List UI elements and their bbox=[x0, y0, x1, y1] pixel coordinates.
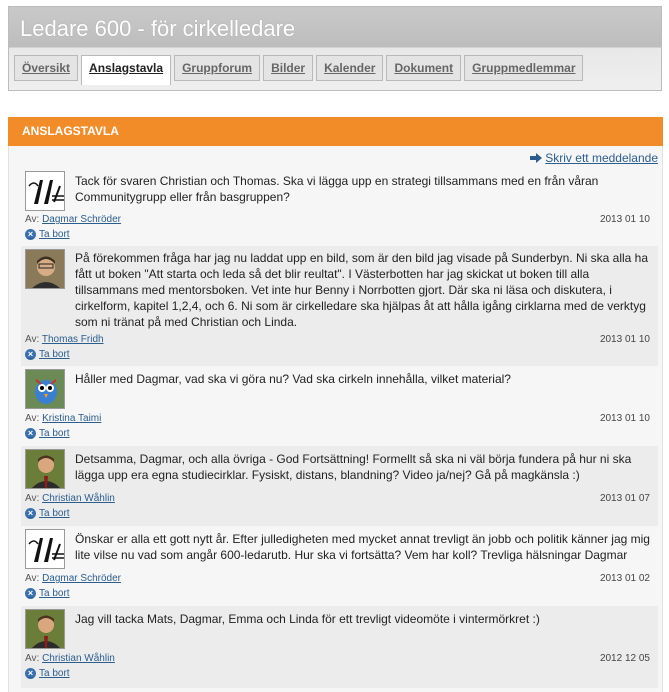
page-title: Ledare 600 - för cirkelledare bbox=[20, 16, 296, 41]
delete-label: Ta bort bbox=[39, 349, 70, 360]
author-line bbox=[25, 573, 121, 584]
by-prefix: Av: bbox=[25, 493, 40, 504]
photo-avatar bbox=[25, 609, 65, 649]
post-date: 2013 01 10 bbox=[599, 214, 650, 225]
tab-gruppforum[interactable]: Gruppforum bbox=[174, 55, 260, 81]
tab-gruppmedlemmar[interactable]: Gruppmedlemmar bbox=[464, 55, 583, 81]
tab-bilder[interactable]: Bilder bbox=[263, 55, 313, 81]
delete-label: Ta bort bbox=[39, 229, 70, 240]
write-message-link[interactable] bbox=[530, 151, 658, 165]
post-date: 2013 01 10 bbox=[599, 413, 650, 424]
delete-link[interactable] bbox=[25, 229, 70, 240]
delete-link[interactable] bbox=[25, 508, 70, 519]
message-post bbox=[21, 168, 658, 250]
message-board bbox=[8, 146, 663, 692]
author-line bbox=[25, 214, 121, 225]
delete-icon: × bbox=[25, 588, 36, 599]
author-line bbox=[25, 413, 101, 424]
message-text bbox=[75, 250, 655, 330]
message-text: Detsamma, Dagmar, och alla övriga - God Fortsättning! Formellt så ska ni väl börja fundera på hur ni ska lägga upp era egna studiecirklar. Fysiskt, distans, blandning? Video ja/nej? Gå på magkänsla :) bbox=[75, 452, 632, 482]
delete-link[interactable] bbox=[25, 588, 70, 599]
post-date: 2013 01 02 bbox=[599, 573, 650, 584]
by-prefix: Av: bbox=[25, 214, 40, 225]
bird-avatar bbox=[25, 369, 65, 409]
by-prefix: Av: bbox=[25, 653, 40, 664]
delete-icon: × bbox=[25, 428, 36, 439]
delete-link[interactable] bbox=[25, 349, 70, 360]
photo-avatar bbox=[25, 449, 65, 489]
tab-bar bbox=[14, 55, 583, 81]
author-link[interactable]: Dagmar Schröder bbox=[42, 214, 121, 225]
delete-label: Ta bort bbox=[39, 428, 70, 439]
post-date: 2013 01 07 bbox=[599, 493, 650, 504]
delete-link[interactable] bbox=[25, 668, 70, 679]
delete-icon: × bbox=[25, 349, 36, 360]
message-text: Håller med Dagmar, vad ska vi göra nu? Vad ska cirkeln innehålla, vilket material? bbox=[75, 372, 511, 386]
arrow-right-icon bbox=[530, 153, 542, 163]
author-link[interactable]: Dagmar Schröder bbox=[42, 573, 121, 584]
by-prefix: Av: bbox=[25, 573, 40, 584]
logo-avatar bbox=[25, 529, 65, 569]
delete-icon: × bbox=[25, 229, 36, 240]
tab-anslagstavla[interactable]: Anslagstavla bbox=[81, 55, 171, 85]
app-header bbox=[8, 6, 662, 91]
tab-kalender[interactable]: Kalender bbox=[316, 55, 383, 81]
delete-label: Ta bort bbox=[39, 588, 70, 599]
tab-dokument[interactable]: Dokument bbox=[386, 55, 461, 81]
logo-avatar bbox=[25, 171, 65, 211]
message-post bbox=[21, 246, 658, 366]
author-link[interactable]: Kristina Taimi bbox=[42, 413, 102, 424]
message-text-content: På förekommen fråga har jag nu laddat upp en bild, som är den bild jag visade på Sunderbyn. Ni ska alla ha fått ut boken "Att starta och leda så det blir reultat". I Västerbotten har jag skickat ut boken till alla tillsammans med mentorsboken. Vet inte hur Benny i Norrbotten gjort. Där ska ni läsa och diskutera, i cirkelform, kapitel 1,2,4, och 6. Ni som är cirkelledare ska hjälpas åt att hålla igång cirklarna med de verktyg som ni tränat på med Christian och Linda. bbox=[75, 251, 649, 329]
author-line bbox=[25, 334, 104, 345]
tab-oversikt[interactable]: Översikt bbox=[14, 55, 78, 81]
message-text: Jag vill tacka Mats, Dagmar, Emma och Linda för ett trevligt videomöte i vintermörkret :) bbox=[75, 612, 540, 626]
author-link[interactable]: Thomas Fridh bbox=[41, 334, 104, 345]
delete-label: Ta bort bbox=[39, 668, 70, 679]
delete-label: Ta bort bbox=[39, 508, 70, 519]
post-date: 2013 01 10 bbox=[599, 334, 650, 345]
photo-avatar bbox=[25, 249, 65, 289]
by-prefix: Av: bbox=[25, 413, 40, 424]
message-text: Önskar er alla ett gott nytt år. Efter julledigheten med mycket annat trevligt än jobb och politik känner jag mig lite vilse nu vad som angår 600-ledarutb. Hur ska vi fortsätta? Vem har koll? Trevliga hälsningar Dagmar bbox=[75, 532, 650, 562]
author-link[interactable]: Christian Wåhlin bbox=[42, 653, 115, 664]
delete-icon: × bbox=[25, 508, 36, 519]
section-header: ANSLAGSTAVLA bbox=[8, 117, 663, 146]
delete-link[interactable] bbox=[25, 428, 70, 439]
message-post bbox=[21, 606, 658, 688]
message-post bbox=[21, 446, 658, 526]
write-message-label: Skriv ett meddelande bbox=[545, 151, 658, 165]
author-line bbox=[25, 493, 115, 504]
delete-icon: × bbox=[25, 668, 36, 679]
author-link[interactable]: Christian Wåhlin bbox=[42, 493, 115, 504]
post-date: 2012 12 05 bbox=[599, 653, 650, 664]
message-post bbox=[21, 526, 658, 606]
by-prefix: Av: bbox=[25, 334, 40, 345]
author-line bbox=[25, 653, 115, 664]
message-text: Tack för svaren Christian och Thomas. Ska vi lägga upp en strategi tillsammans med en från våran Communitygrupp eller från basgruppen? bbox=[75, 174, 599, 204]
message-post bbox=[21, 366, 658, 446]
